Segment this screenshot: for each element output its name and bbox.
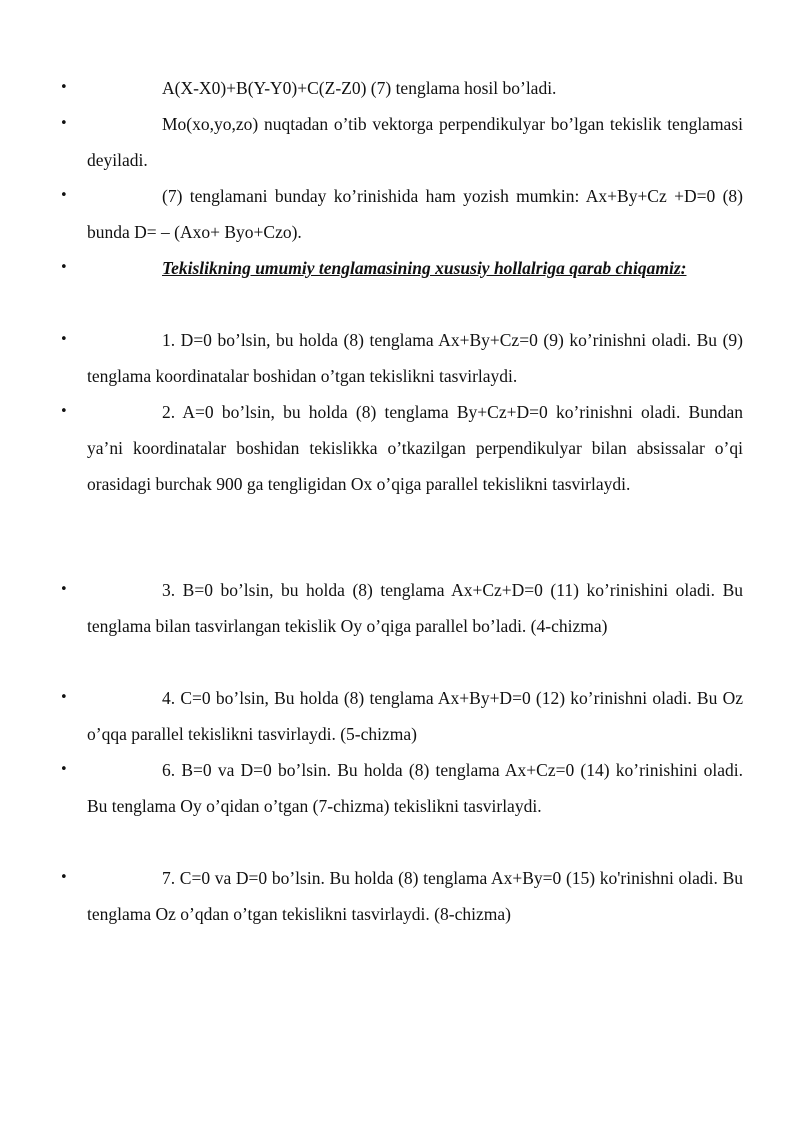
list-item (60, 178, 743, 250)
bullet: • (60, 80, 68, 95)
bullet: • (60, 116, 68, 131)
list-item (60, 106, 743, 178)
bullet: • (60, 260, 68, 275)
paragraph-text: 4. C=0 bo’lsin, Bu holda (8) tenglama Ax+By+D=0 (12) ko’rinishni oladi. Bu Oz o’qqa parallel tekislikni tasvirlaydi. (5-chizma) (87, 688, 743, 744)
list-item (60, 860, 743, 932)
paragraph-text: 6. B=0 va D=0 bo’lsin. Bu holda (8) tenglama Ax+Cz=0 (14) ko’rinishini oladi. Bu tenglama Oy o’qidan o’tgan (7-chizma) tekislikni tasvirlaydi. (87, 760, 743, 816)
paragraph-text: 3. B=0 bo’lsin, bu holda (8) tenglama Ax+Cz+D=0 (11) ko’rinishini oladi. Bu tenglama bilan tasvirlangan tekislik Oy o’qiga parallel bo’ladi. (4-chizma) (87, 580, 743, 636)
bullet: • (60, 188, 68, 203)
paragraph-text: Mo(xo,yo,zo) nuqtadan o’tib vektorga perpendikulyar bo’lgan tekislik tenglamasi deyiladi. (87, 114, 743, 170)
paragraph-text: 2. A=0 bo’lsin, bu holda (8) tenglama By+Cz+D=0 ko’rinishni oladi. Bundan ya’ni koordinatalar boshidan tekislikka o’tkazilgan perpendikulyar bilan absissalar o’qi orasidagi burchak 900 ga tengligidan Ox o’qiga parallel tekislikni tasvirlaydi. (87, 402, 743, 494)
list-item (60, 250, 743, 286)
paragraph-text: 1. D=0 bo’lsin, bu holda (8) tenglama Ax+By+Cz=0 (9) ko’rinishni oladi. Bu (9) tenglama koordinatalar boshidan o’tgan tekislikni tasvirlaydi. (87, 330, 743, 386)
bullet: • (60, 870, 68, 885)
bullet: • (60, 690, 68, 705)
paragraph-text: (7) tenglamani bunday ko’rinishida ham yozish mumkin: Ax+By+Cz +D=0 (8) bunda D= – (Axo+ Byo+Czo). (87, 186, 743, 242)
bullet: • (60, 762, 68, 777)
list-item (60, 70, 743, 106)
bullet: • (60, 404, 68, 419)
paragraph-text: 7. C=0 va D=0 bo’lsin. Bu holda (8) tenglama Ax+By=0 (15) ko'rinishni oladi. Bu tenglama Oz o’qdan o’tgan tekislikni tasvirlaydi. (8-chizma) (87, 868, 743, 924)
list-item (60, 394, 743, 502)
paragraph-text: A(X-X0)+B(Y-Y0)+C(Z-Z0) (7) tenglama hosil bo’ladi. (162, 78, 557, 98)
section-heading: Tekislikning umumiy tenglamasining xususiy hollalriga qarab chiqamiz: (162, 258, 687, 278)
list-item (60, 322, 743, 394)
list-item (60, 572, 743, 644)
bullet: • (60, 582, 68, 597)
list-item (60, 752, 743, 824)
list-item (60, 680, 743, 752)
bullet: • (60, 332, 68, 347)
